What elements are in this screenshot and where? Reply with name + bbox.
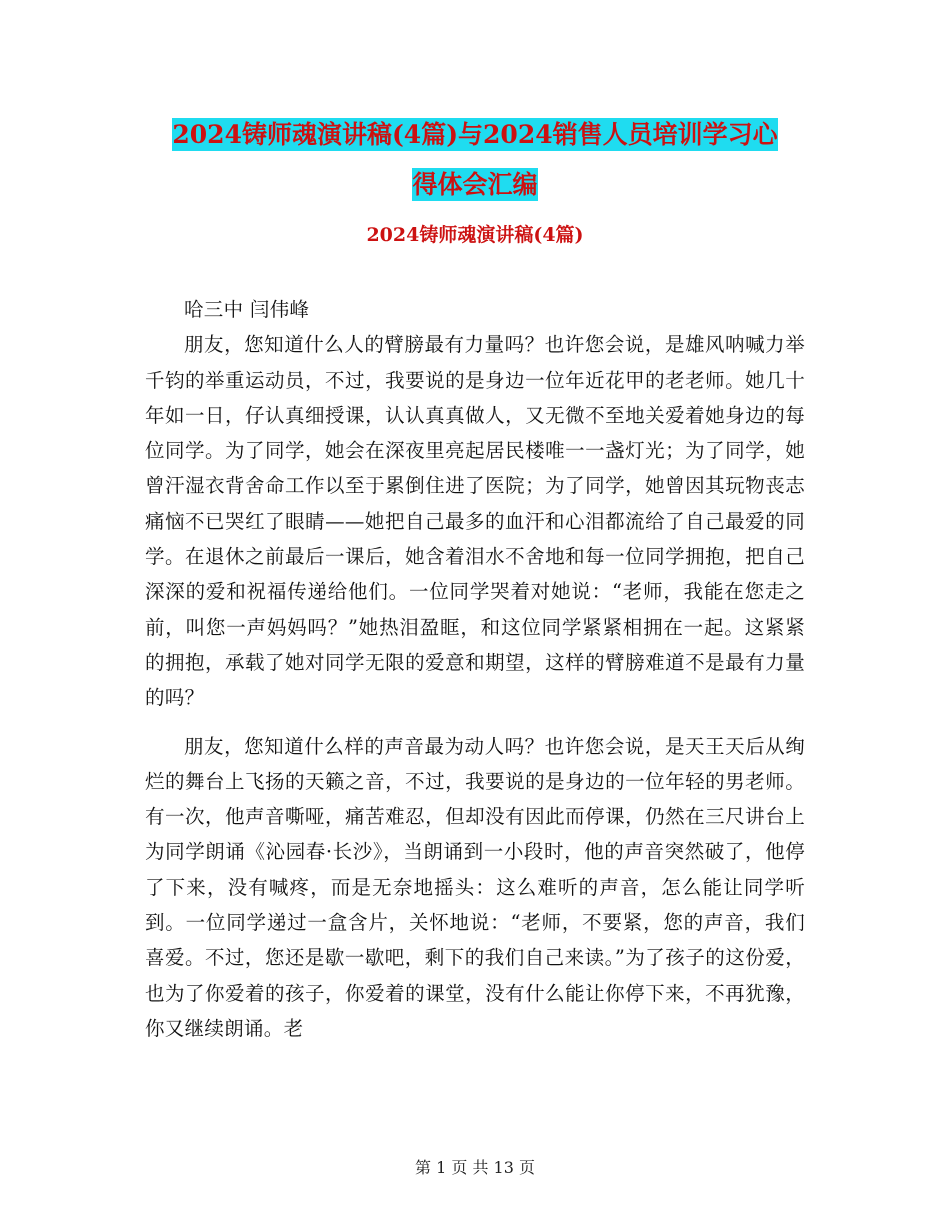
document-title-line-2: 得体会汇编: [412, 170, 538, 199]
document-title-line-1: 2024铸师魂演讲稿(4篇)与2024销售人员培训学习心: [172, 120, 778, 149]
document-title: [0, 110, 950, 210]
paragraph: 朋友，您知道什么样的声音最为动人吗？也许您会说，是天王天后从绚烂的舞台上飞扬的天籁之音，不过，我要说的是身边的一位年轻的男老师。有一次，他声音嘶哑，痛苦难忍，但却没有因此而停课，仍然在三尺讲台上为同学朗诵《沁园春·长沙》，当朗诵到一小段时，他的声音突然破了，他停了下来，没有喊疼，而是无奈地摇头：这么难听的声音，怎么能让同学听到。一位同学递过一盒含片，关怀地说：“老师，不要紧，您的声音，我们喜爱。不过，您还是歇一歇吧，剩下的我们自己来读。”为了孩子的这份爱，也为了你爱着的孩子，你爱着的课堂，没有什么能让你停下来，不再犹豫，你又继续朗诵。老: [145, 734, 805, 1040]
section-title: 2024铸师魂演讲稿(4篇): [366, 224, 584, 246]
paragraph: 朋友，您知道什么人的臂膀最有力量吗？也许您会说，是雄风呐喊力举千钧的举重运动员，不过，我要说的是身边一位年近花甲的老老师。她几十年如一日，仔认真细授课，认认真真做人，又无微不至地关爱着她身边的每位同学。为了同学，她会在深夜里亮起居民楼唯一一盏灯光；为了同学，她曾汗湿衣背舍命工作以至于累倒住进了医院；为了同学，她曾因其玩物丧志痛恼不已哭红了眼睛——她把自己最多的血汗和心泪都流给了自己最爱的同学。在退休之前最后一课后，她含着泪水不舍地和每一位同学拥抱，把自己深深的爱和祝福传递给他们。一位同学哭着对她说：“老师，我能在您走之前，叫您一声妈妈吗？”她热泪盈眶，和这位同学紧紧相拥在一起。这紧紧的拥抱，承载了她对同学无限的爱意和期望，这样的臂膀难道不是最有力量的吗？: [145, 333, 805, 710]
page-footer: 第 1 页 共 13 页: [415, 1158, 535, 1177]
author-line: 哈三中 闫伟峰: [184, 298, 310, 321]
document-body: [145, 292, 805, 1046]
